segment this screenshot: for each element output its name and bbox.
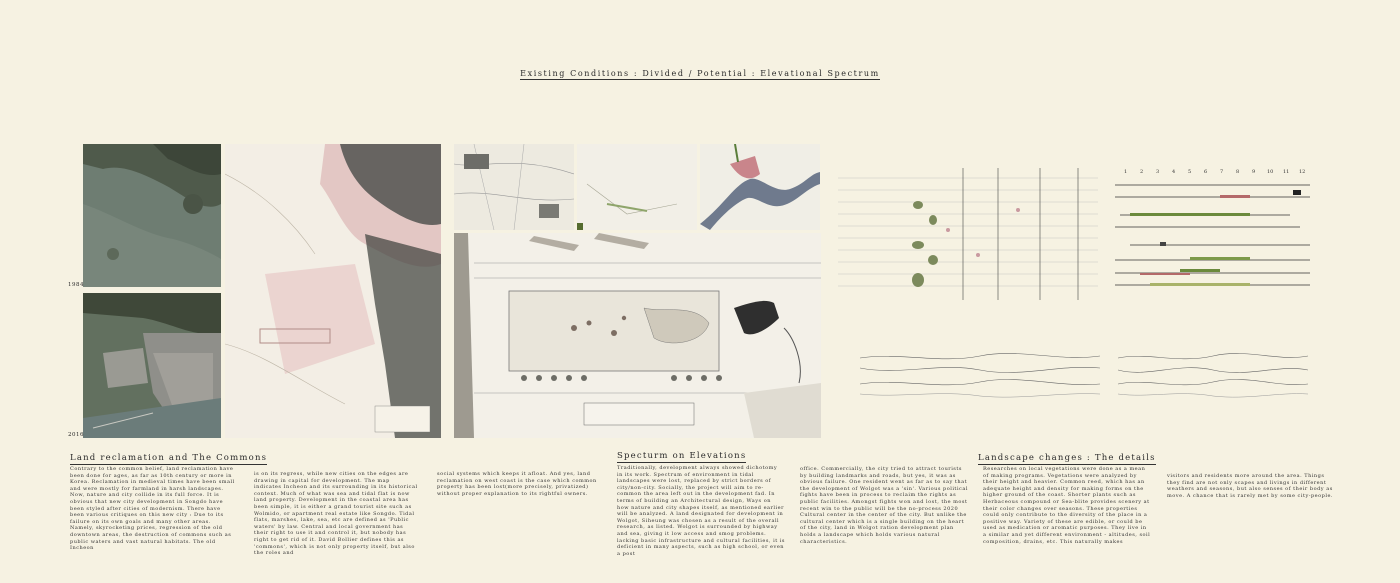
timeline-month-labels xyxy=(1124,169,1305,175)
year-label-2016: 2016 xyxy=(68,432,84,438)
satellite-photo-2016 xyxy=(83,293,221,438)
landscape-text-column-1: Researches on local vegetations were done as a mean of making programs. Vegetations were analyzed by their height and heavier. Common reed, which has an adequate height and density for making forms on the higher ground of the coast. Shorter plants such as Herbaceous compound or Sea-blite provides scenery at their color changes over seasons. These properties could only contribute to the diversity of the place in a positive way. Variety of these are edible, or could be used as medication or aromatic purposes. They live in a similar and yet different environment - altitudes, soil composition, drains, etc. This naturally makes xyxy=(983,466,1151,545)
month-label-9: 9 xyxy=(1252,169,1256,175)
month-label-6: 6 xyxy=(1204,169,1208,175)
site-context-map-2 xyxy=(577,144,697,230)
section-title-spectrum: Specturm on Elevations xyxy=(617,451,747,461)
satellite-photo-1984 xyxy=(83,144,221,287)
site-plan xyxy=(454,233,821,438)
section-title-land-reclamation: Land reclamation and The Commons xyxy=(70,453,268,463)
spectrum-text-column-1: Traditionally, development always showed dichotomy in its work. Spectrum of environment in tidal landscapes were lost, replaced by strict borders of city/non-city. Socially, the project will aim to re-common the area left out in the development fad. In terms of building an Architectural design, Ways on how nature and city shapes itself, as mentioned earlier will be analyzed. A land designated for development in Wolgot, Siheung was chosen as a result of the overall research, as listed. Wolgot is surrounded by highway and sea, giving it low access and smog problems. lacking basic infrastructure and cultural facilities, it is deficient in many aspects, such as high school, or even a post xyxy=(617,465,785,557)
elevation-graph-right xyxy=(1118,350,1308,400)
spectrum-text-column-2: office. Commercially, the city tried to attract tourists by building landmarks and roads, but yes, it was as obvious failure. One resident went as far as to say that the development of Wolgot was a 'sin'. Various political fights have been in process to reclaim the rights as public facilities. Amongst fights won and lost, the most recent win to the public will be the no-process 2020 Cultural center in the center of the city. But unlike the cultural center which is a single building on the heart of the city, land in Wolgot ration development plan holds a landscape which holds various natural characteristics. xyxy=(800,466,968,545)
month-label-1: 1 xyxy=(1124,169,1128,175)
month-label-11: 11 xyxy=(1283,169,1290,175)
elevation-graph-left xyxy=(860,350,1100,400)
site-context-map-1 xyxy=(454,144,574,230)
year-label-1984: 1984 xyxy=(68,282,84,288)
month-label-5: 5 xyxy=(1188,169,1192,175)
land-text-column-2: is on its regress, while new cities on the edges are drawing in capital for development. The map indicates Incheon and its surrounding in its historical context. Much of what was sea and tidal flat is now land property. Development in the coastal area has been simple, it is either a grand tourist site such as Wolmido, or apartment real estate like Songdo. Tidal flats, marshes, lake, sea, etc are defined as 'Public waters' by law. Central and local government has their right to use it and control it, but nobody has right to get rid of it. David Bollier defines this as 'commons', which is not only property itself, but also the roles and xyxy=(254,471,418,557)
land-text-column-3: social systems which keeps it afloat. And yes, land reclamation on west coast is the case which common property has been lost(more precisely, privatized) without proper explanation to its rightful owners. xyxy=(437,471,597,497)
month-label-10: 10 xyxy=(1267,169,1274,175)
site-context-map-3 xyxy=(700,144,820,230)
month-label-12: 12 xyxy=(1299,169,1306,175)
landscape-text-column-2: visitors and residents more around the area. Things they find are not only scapes and livings in different weathers and seasons, but also senses of their body as move. A chance that is rarely met by some city-people. xyxy=(1167,473,1334,499)
seasonal-timeline xyxy=(1110,165,1315,305)
month-label-3: 3 xyxy=(1156,169,1160,175)
section-title-landscape-changes: Landscape changes : The details xyxy=(978,453,1156,463)
incheon-historical-map xyxy=(225,144,441,438)
page-title: Existing Conditions : Divided / Potential : Elevational Spectrum xyxy=(520,69,880,78)
month-label-7: 7 xyxy=(1220,169,1224,175)
land-text-column-1: Contrary to the common belief, land reclamation have been done for ages, as far as 10th century or more in Korea. Reclamation in medieval times have been small and were mostly for farmland in harsh landscapes. Now, nature and city collide in its full force. It is obvious that new city development in Songdo have been styled after cities of modernism. There have been various critiques on this new city : Due to its failure on its own goals and many other areas. Namely, skyrocketing prices, regression of the old downtown areas, the destruction of commons such as public waters and vast natural habitats. The old Incheon xyxy=(70,466,235,552)
vegetation-analysis-table xyxy=(838,160,1098,305)
month-label-4: 4 xyxy=(1172,169,1176,175)
month-label-8: 8 xyxy=(1236,169,1240,175)
month-label-2: 2 xyxy=(1140,169,1144,175)
